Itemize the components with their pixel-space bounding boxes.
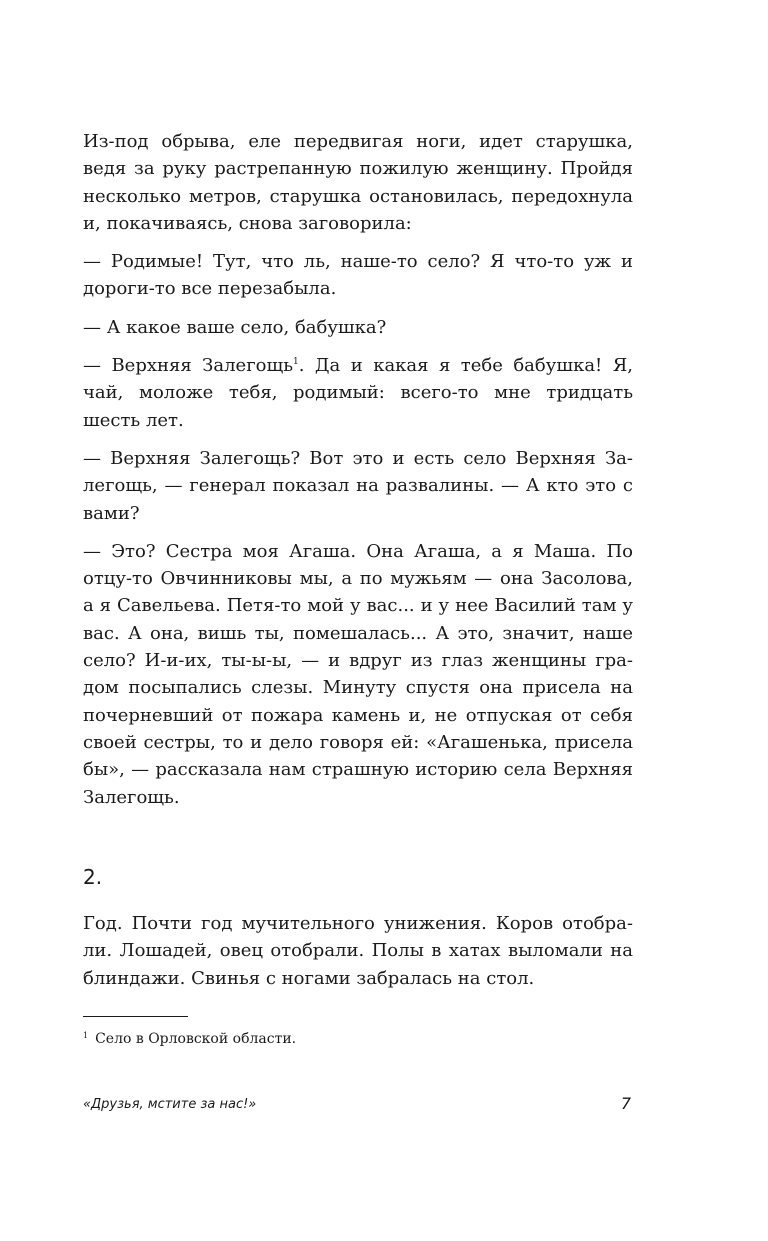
paragraph: Из-под обрыва, еле передвигая ноги, идет старушка, ведя за руку растрепанную пожилую женщину. Пройдя несколько метров, старушка остановилась, передохнула и, покачиваясь, снова заговорила: — [83, 131, 633, 234]
footnote-text: Село в Орловской области. — [95, 1031, 297, 1047]
footnote-reference[interactable]: 1 — [293, 357, 299, 368]
main-text — [83, 128, 633, 811]
paragraph-text: . Да и какая я тебе бабушка! Я, чай, моложе тебя, родимый: всего-то мне тридцать шесть лет. — [83, 355, 633, 431]
paragraph-with-footnote — [83, 352, 633, 434]
paragraph: — Верхняя Залегощь? Вот это и есть село Верхняя Залегощь, — генерал показал на развалины. — А кто это с вами? — [83, 447, 633, 524]
paragraph-text: — Верхняя Залегощь — [83, 355, 294, 377]
page-number: 7 — [620, 1094, 631, 1113]
section-text — [83, 910, 633, 992]
footnote — [83, 1029, 296, 1049]
footnote-marker: 1 — [83, 1031, 89, 1040]
paragraph: — А какое ваше село, бабушка? — [83, 316, 387, 338]
section-number: 2. — [83, 865, 103, 889]
paragraph: — Это? Сестра моя Агаша. Она Агаша, а я Маша. По отцу-то Овчинниковы мы, а по мужьям — она Засолова, а я Савельева. Петя-то мой у вас... и у нее Василий там у вас. А она, вишь ты, помешалась... А это, значит, наше село? И-и-их, ты-ы-ы, — и вдруг из глаз женщины градом посыпались слезы. Минуту спустя она присела на почерневший от пожара камень и, не отпуская от себя своей сестры, то и дело говоря ей: «Агашенька, присела бы», — рассказала нам страшную историю села Верхняя Залегощь. — [83, 540, 633, 808]
running-title: «Друзья, мстите за нас!» — [83, 1097, 257, 1112]
paragraph: Год. Почти год мучительного унижения. Коров отобрали. Лошадей, овец отобрали. Полы в хатах выломали на блиндажи. Свинья с ногами забралась на стол. — [83, 913, 633, 989]
footnote-divider — [83, 1016, 188, 1017]
paragraph: — Родимые! Тут, что ль, наше-то село? Я что-то уж и дороги-то все перезабыла. — [83, 251, 633, 300]
